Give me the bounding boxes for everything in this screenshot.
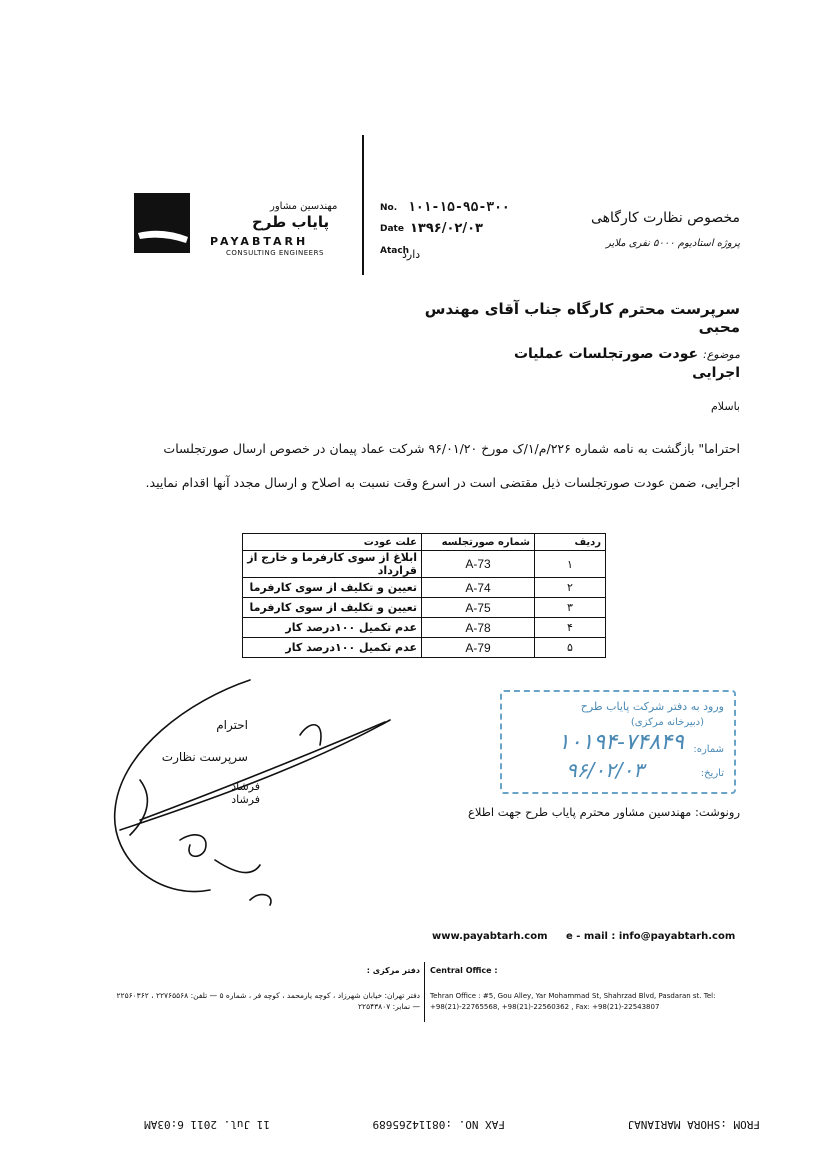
cell-minutes-number: A-79 [422, 638, 535, 658]
letter-number: ۱۰۱-۱۵-۹۵-۳۰۰ [408, 200, 510, 215]
cell-row-number: ۳ [535, 598, 606, 618]
cell-minutes-number: A-73 [422, 551, 535, 578]
cell-return-reason: عدم تکمیل ۱۰۰درصد کار [243, 638, 422, 658]
table-row [243, 578, 606, 598]
fax-time: 11 Jul. 2011 6:03AM [144, 1118, 270, 1131]
body-paragraph-1: احتراما" بازگشت به نامه شماره ۲۲۶/م/۱/ک مورخ ۹۶/۰۱/۲۰ شرکت عماد پیمان در خصوص ارسال صورتجلسات [163, 441, 740, 456]
cell-return-reason: تعیین و تکلیف از سوی کارفرما [243, 578, 422, 598]
website: www.payabtarh.com [432, 931, 548, 942]
firm-name-en: PAYABTARH [210, 235, 309, 248]
hq-address: دفتر تهران: خیابان شهرزاد ، کوچه یارمحمد ، کوچه فر ، شماره ۵ — تلفن: ۲۲۷۶۵۵۶۸ ، ۲۲۵۶۰۳۶۲ — نمابر: ۲۲۵۴۳۸۰۷ [116, 991, 420, 1011]
header-divider [362, 135, 364, 275]
header-row-number: ردیف [535, 534, 606, 551]
closing-respect: احترام [216, 718, 248, 732]
firm-label: مهندسین مشاور [270, 201, 338, 212]
subject-text: عودت صورتجلسات عملیات اجرایی [513, 346, 740, 381]
confidential-note: مخصوص نظارت کارگاهی [591, 210, 740, 226]
fax-number: FAX NO. :08114265689 [372, 1118, 505, 1131]
receipt-stamp [500, 690, 736, 794]
table-header-row [243, 534, 606, 551]
stamp-date: ۹۶/۰۲/۰۳ [566, 758, 644, 782]
cell-minutes-number: A-75 [422, 598, 535, 618]
cell-minutes-number: A-74 [422, 578, 535, 598]
returned-minutes-table [242, 533, 606, 658]
letter-date: ۱۳۹۶/۰۲/۰۳ [410, 221, 483, 236]
cell-row-number: ۵ [535, 638, 606, 658]
office-title: Central Office : [430, 966, 498, 975]
stamp-date-label: تاریخ: [700, 768, 724, 779]
greeting: باسلام [710, 400, 740, 413]
email: e - mail : info@payabtarh.com [566, 931, 736, 942]
cell-minutes-number: A-78 [422, 618, 535, 638]
signer-name: فرشاد فرشاد [231, 780, 260, 806]
cell-row-number: ۲ [535, 578, 606, 598]
carbon-copy: رونوشت: مهندسین مشاور محترم پایاب طرح جهت اطلاع [468, 805, 740, 819]
project-name: پروژه استادیوم ۵۰۰۰ نفری ملایر [605, 238, 740, 249]
letter-number-label: No. [380, 203, 398, 213]
cell-return-reason: عدم تکمیل ۱۰۰درصد کار [243, 618, 422, 638]
firm-sub-en: CONSULTING ENGINEERS [226, 249, 324, 257]
stamp-title: ورود به دفتر شرکت پایاب طرح [580, 700, 724, 713]
cell-return-reason: ابلاغ از سوی کارفرما و خارج از قرارداد [243, 551, 422, 578]
cell-row-number: ۱ [535, 551, 606, 578]
fax-header [120, 1113, 770, 1131]
footer-divider [424, 962, 425, 1022]
signer-title: سرپرست نظارت [161, 750, 248, 764]
stamp-number-label: شماره: [693, 744, 724, 755]
table-row [243, 618, 606, 638]
hq-title: دفتر مرکزی : [366, 966, 420, 975]
subject-label: موضوع: [703, 348, 740, 361]
attachment-value: دارد [402, 248, 421, 261]
date-label: Date [380, 224, 404, 234]
recipient: سرپرست محترم کارگاه جناب آقای مهندس محبی [424, 300, 740, 336]
header-minutes-number: شماره صورتجلسه [422, 534, 535, 551]
table-row [243, 598, 606, 618]
firm-name-fa: پایاب طرح [252, 213, 330, 231]
stamp-number: ۱۰۱۹۴-۷۴۸۴۹ [557, 730, 684, 755]
cell-return-reason: تعیین و تکلیف از سوی کارفرما [243, 598, 422, 618]
table-row [243, 551, 606, 578]
table-row [243, 638, 606, 658]
body-paragraph-2: اجرایی، ضمن عودت صورتجلسات ذیل مقتضی است در اسرع وقت نسبت به اصلاح و ارسال مجدد آنها اقدام نمایید. [145, 475, 740, 490]
cell-row-number: ۴ [535, 618, 606, 638]
office-address: Tehran Office : #5, Gou Alley, Yar Mohammad St, Shahrzad Blvd, Pasdaran st. Tel: +98(21)-22765568, +98(21)-22560362 , Fax: +98(21)-22543807 [430, 992, 716, 1011]
header-return-reason: علت عودت [243, 534, 422, 551]
subject-line [470, 343, 740, 381]
fax-from: FROM :SHORA MARIANAJ [627, 1118, 760, 1131]
stamp-subtitle: (دبیرخانه مرکزی) [630, 717, 704, 728]
logo [134, 193, 190, 253]
attachment-label: Atach [380, 246, 410, 256]
